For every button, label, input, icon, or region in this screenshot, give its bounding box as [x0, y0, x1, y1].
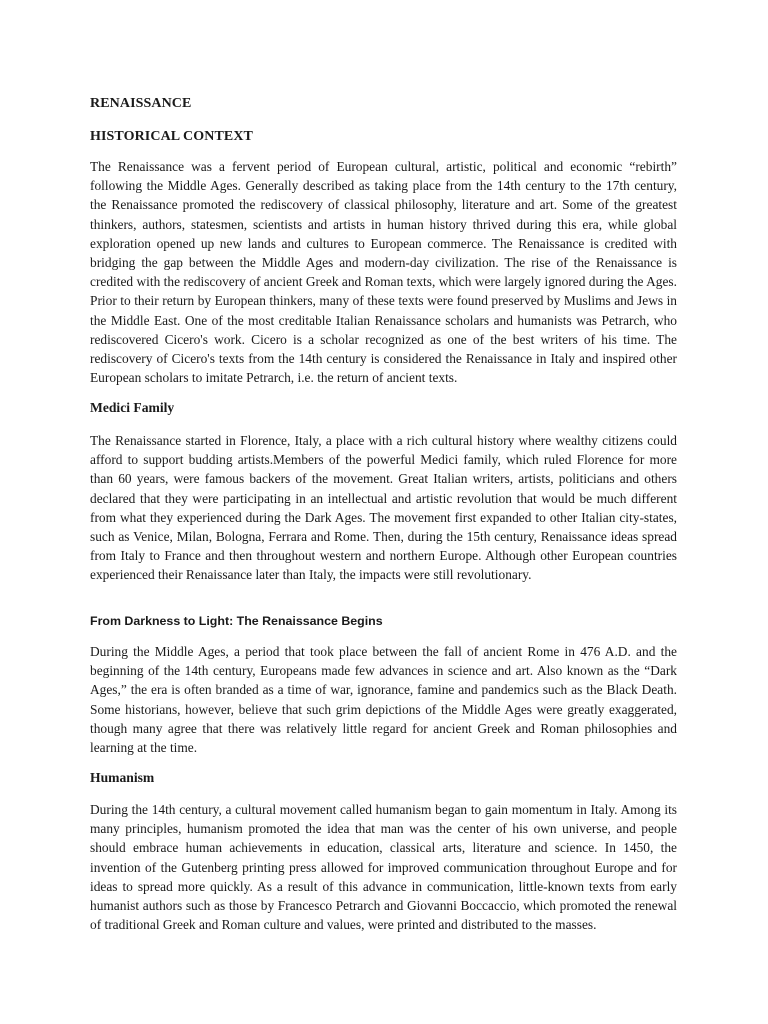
humanism-heading: Humanism — [90, 770, 155, 785]
historical-context-paragraph: The Renaissance was a fervent period of European cultural, artistic, political and economic “rebirth” following the Middle Ages. Generally described as taking place from the 14th century to the 17th century, the Renaissance promoted the rediscovery of classical philosophy, literature and art. Some of the greatest thinkers, authors, statesmen, scientists and artists in human history thrived during this era, while global exploration opened up new lands and cultures to European commerce. The Renaissance is credited with bridging the gap between the Middle Ages and modern-day civilization. The rise of the Renaissance is credited with the rediscovery of ancient Greek and Roman texts, which were largely ignored during the Ages. Prior to their return by European thinkers, many of these texts were found preserved by Muslims and Jews in the Middle East. One of the most creditable Italian Renaissance scholars and humanists was Petrarch, who rediscovered Cicero's work. Cicero is a scholar recognized as one of the best writers of his time. The rediscovery of Cicero's texts from the 14th century is considered the Renaissance in Italy and inspired other European scholars to imitate Petrarch, i.e. the return of ancient texts. — [90, 159, 677, 386]
humanism-paragraph: During the 14th century, a cultural movement called humanism began to gain momentum in Italy. Among its many principles, humanism promoted the idea that man was the center of his own universe, and people should embrace human achievements in education, classical arts, literature and science. In 1450, the invention of the Gutenberg printing press allowed for improved communication throughout Europe and for ideas to spread more quickly. As a result of this advance in communication, little-known texts from early humanist authors such as those by Francesco Petrarch and Giovanni Boccaccio, which promoted the renewal of traditional Greek and Roman culture and values, were printed and distributed to the masses. — [90, 802, 677, 933]
darkness-to-light-heading: From Darkness to Light: The Renaissance Begins — [90, 614, 383, 628]
document-title: RENAISSANCE — [90, 96, 192, 111]
medici-family-heading: Medici Family — [90, 400, 175, 415]
medici-family-paragraph: The Renaissance started in Florence, Italy, a place with a rich cultural history where wealthy citizens could afford to support budding artists.Members of the powerful Medici family, which ruled Florence for more than 60 years, were famous backers of the movement. Great Italian writers, artists, politicians and others declared that they were participating in an intellectual and artistic revolution that would be much different from what they experienced during the Dark Ages. The movement first expanded to other Italian city-states, such as Venice, Milan, Bologna, Ferrara and Rome. Then, during the 15th century, Renaissance ideas spread from Italy to France and then throughout western and northern Europe. Although other European countries experienced their Renaissance later than Italy, the impacts were still revolutionary. — [90, 433, 677, 583]
historical-context-heading: HISTORICAL CONTEXT — [90, 129, 253, 144]
darkness-to-light-paragraph: During the Middle Ages, a period that took place between the fall of ancient Rome in 476 A.D. and the beginning of the 14th century, Europeans made few advances in science and art. Also known as the “Dark Ages,” the era is often branded as a time of war, ignorance, famine and pandemics such as the Black Death. Some historians, however, believe that such grim depictions of the Middle Ages were greatly exaggerated, though many agree that there was relatively little regard for ancient Greek and Roman philosophies and learning at the time. — [90, 644, 677, 756]
